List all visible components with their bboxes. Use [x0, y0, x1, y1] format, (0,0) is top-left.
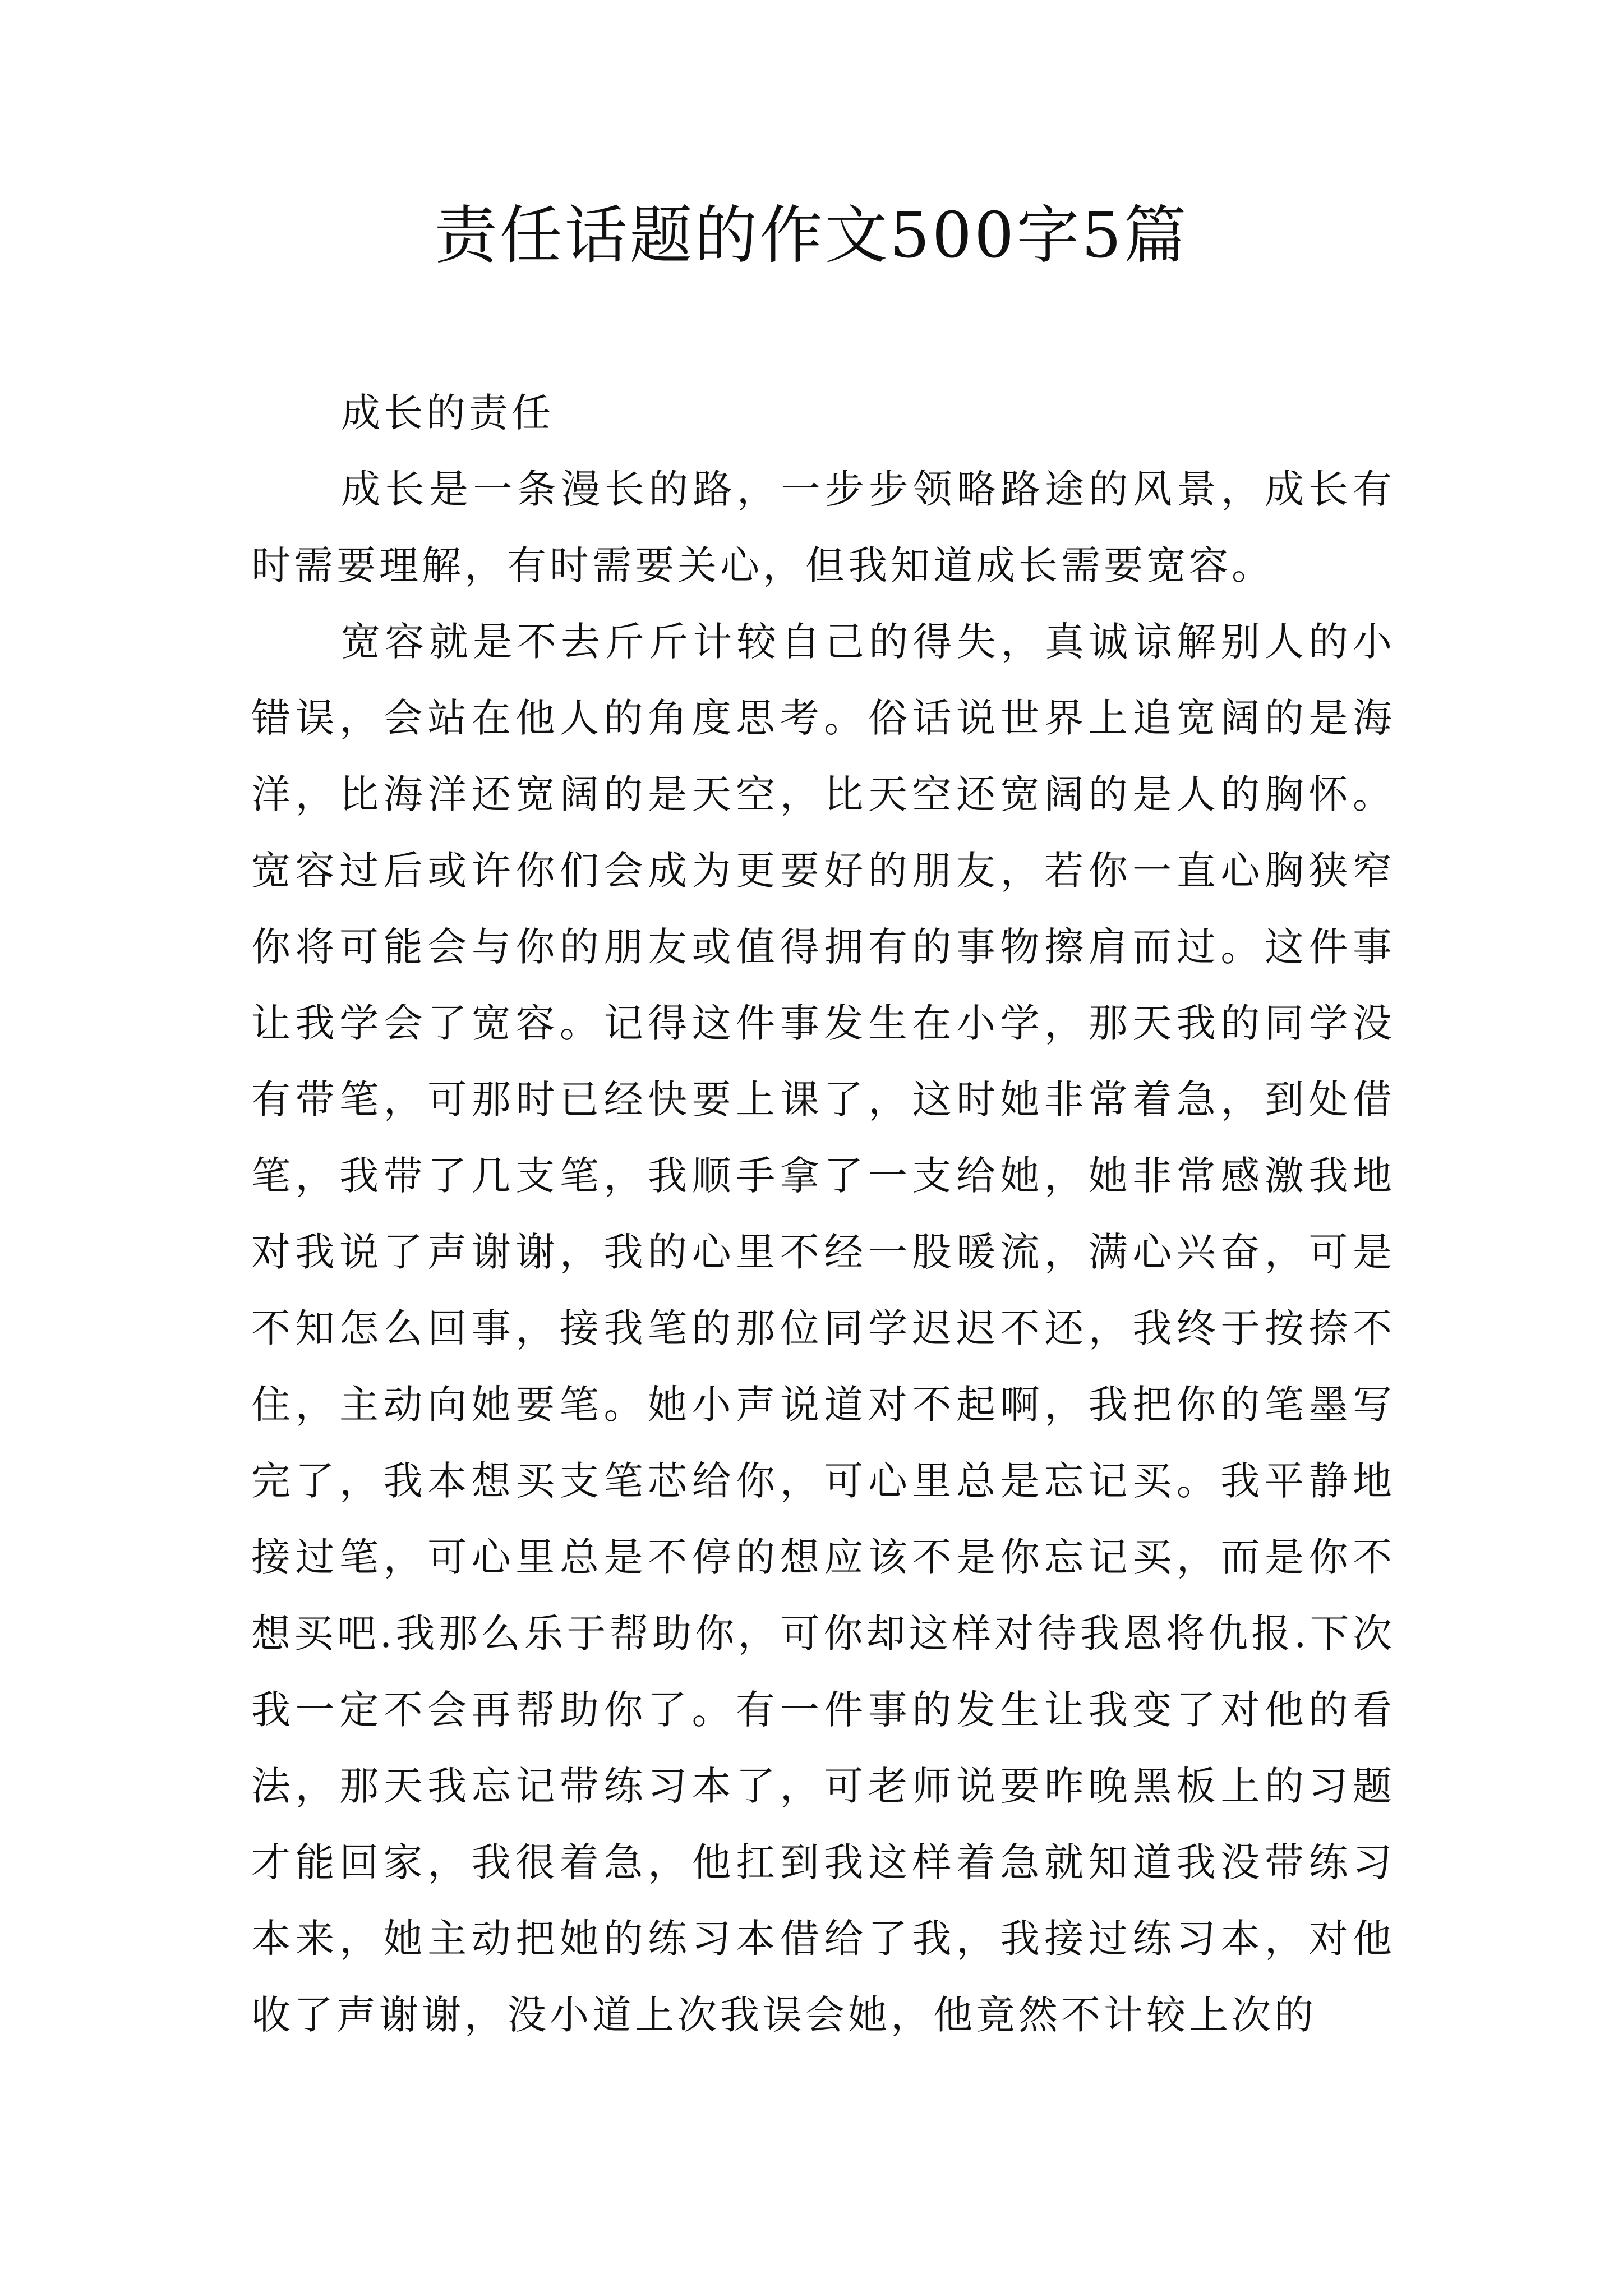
- document-title: 责任话题的作文500字5篇: [434, 199, 1189, 272]
- document-body: [251, 375, 1395, 2053]
- paragraph: 宽容就是不去斤斤计较自己的得失，真诚谅解别人的小错误，会站在他人的角度思考。俗话说世界上追宽阔的是海洋，比海洋还宽阔的是天空，比天空还宽阔的是人的胸怀。宽容过后或许你们会成为更要好的朋友，若你一直心胸狭窄你将可能会与你的朋友或值得拥有的事物擦肩而过。这件事让我学会了宽容。记得这件事发生在小学，那天我的同学没有带笔，可那时已经快要上课了，这时她非常着急，到处借笔，我带了几支笔，我顺手拿了一支给她，她非常感激我地对我说了声谢谢，我的心里不经一股暖流，满心兴奋，可是不知怎么回事，接我笔的那位同学迟迟不还，我终于按捺不住，主动向她要笔。她小声说道对不起啊，我把你的笔墨写完了，我本想买支笔芯给你，可心里总是忘记买。我平静地接过笔，可心里总是不停的想应该不是你忘记买，而是你不想买吧.我那么乐于帮助你，可你却这样对待我恩将仇报.下次我一定不会再帮助你了。有一件事的发生让我变了对他的看法，那天我忘记带练习本了，可老师说要昨晚黑板上的习题才能回家，我很着急，他扛到我这样着急就知道我没带练习本来，她主动把她的练习本借给了我，我接过练习本，对他收了声谢谢，没小道上次我误会她，他竟然不计较上次的: [251, 619, 1395, 2038]
- section-heading: 成长的责任: [341, 390, 554, 436]
- paragraph: 成长是一条漫长的路，一步步领略路途的风景，成长有时需要理解，有时需要关心，但我知道成长需要宽容。: [251, 466, 1395, 588]
